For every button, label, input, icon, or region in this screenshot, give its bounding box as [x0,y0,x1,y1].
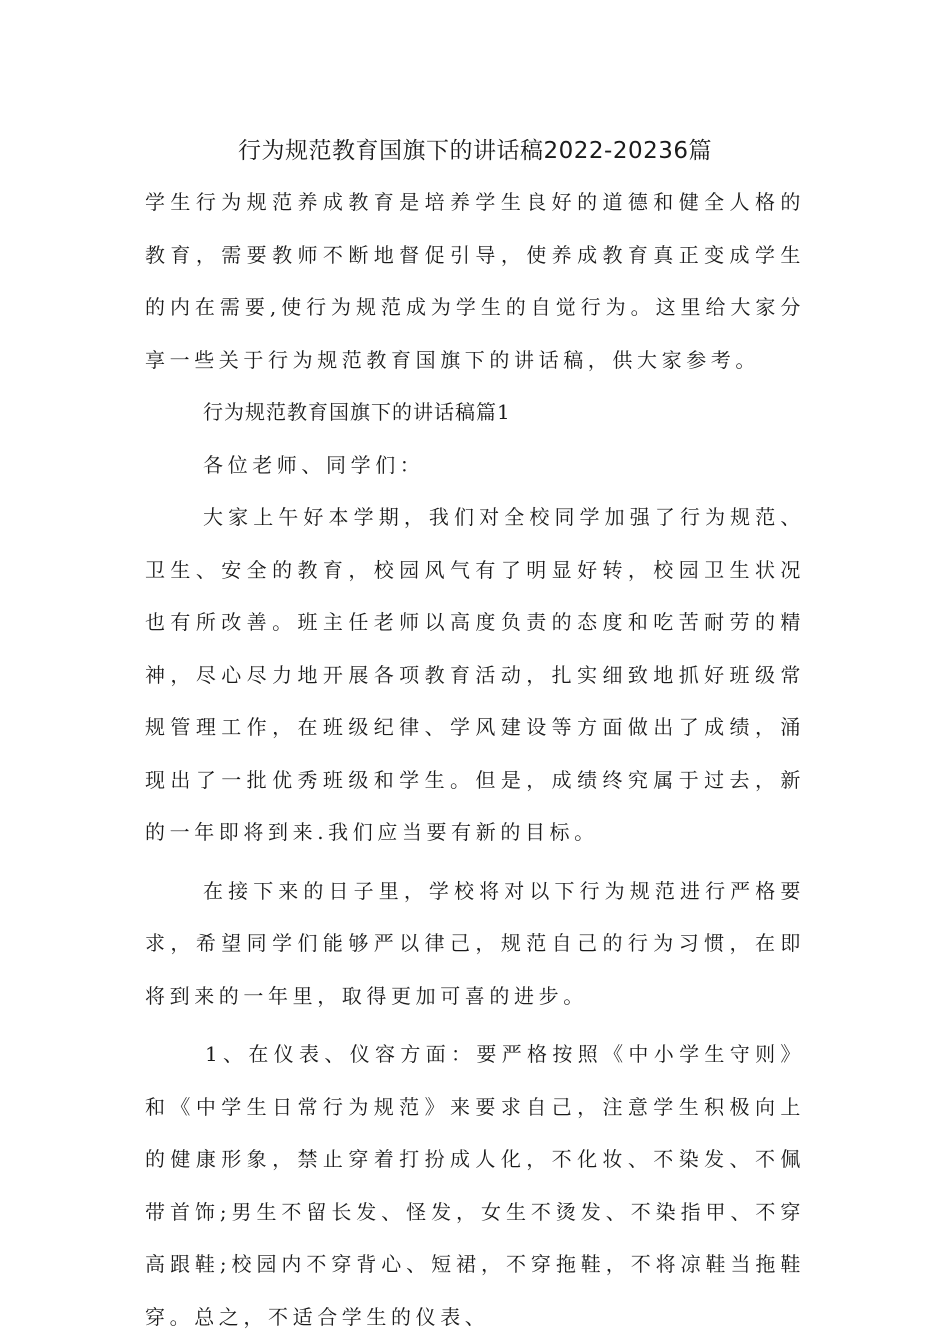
document-title: 行为规范教育国旗下的讲话稿2022-20236篇 [238,138,712,164]
salutation: 各位老师、同学们： [203,452,425,477]
body-paragraph-1: 大家上午好本学期，我们对全校同学加强了行为规范、卫生、安全的教育，校园风气有了明显好转，校园卫生状况也有所改善。班主任老师以高度负责的态度和吃苦耐劳的精神，尽心尽力地开展各项教育活动，扎实细致地抓好班级常规管理工作，在班级纪律、学风建设等方面做出了成绩，涌现出了一批优秀班级和学生。但是，成绩终究属于过去，新的一年即将到来.我们应当要有新的目标。 [145,505,805,844]
section-heading: 行为规范教育国旗下的讲话稿篇1 [203,400,511,424]
intro-paragraph: 学生行为规范养成教育是培养学生良好的道德和健全人格的教育，需要教师不断地督促引导，使养成教育真正变成学生的内在需要,使行为规范成为学生的自觉行为。这里给大家分享一些关于行为规范教育国旗下的讲话稿，供大家参考。 [145,190,805,372]
document-body [145,176,805,1343]
rule-paragraph-1: 1、在仪表、仪容方面：要严格按照《中小学生守则》和《中学生日常行为规范》来要求自己，注意学生积极向上的健康形象，禁止穿着打扮成人化，不化妆、不染发、不佩带首饰;男生不留长发、怪发，女生不烫发、不染指甲、不穿高跟鞋;校园内不穿背心、短裙，不穿拖鞋，不将凉鞋当拖鞋穿。总之，不适合学生的仪表、 [145,1042,805,1329]
body-paragraph-2: 在接下来的日子里，学校将对以下行为规范进行严格要求，希望同学们能够严以律己，规范自己的行为习惯，在即将到来的一年里，取得更加可喜的进步。 [145,878,805,1008]
